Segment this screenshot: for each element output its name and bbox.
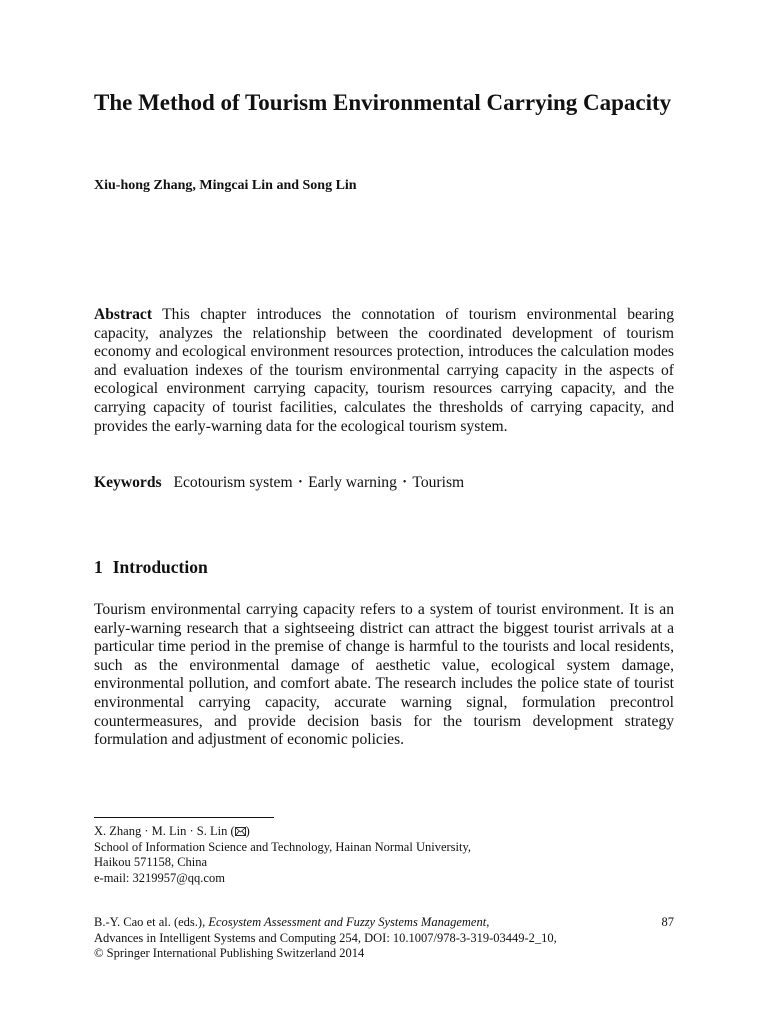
citation-series: Advances in Intelligent Systems and Computing 254, DOI: 10.1007/978-3-319-03449-2_10, — [94, 930, 557, 945]
affiliation-institution: School of Information Science and Technology, Hainan Normal University, — [94, 839, 472, 854]
citation-line-1: B.-Y. Cao et al. (eds.), Ecosystem Assessment and Fuzzy Systems Management, — [94, 915, 490, 929]
affiliation-authors-line: X. Zhang · M. Lin · S. Lin ( ) — [94, 824, 250, 838]
abstract-label: Abstract — [94, 306, 153, 323]
keywords-line — [94, 474, 464, 493]
section-number: 1 — [94, 557, 103, 577]
keyword-item: Tourism — [412, 474, 465, 491]
affiliation-email: e-mail: 3219957@qq.com — [94, 870, 225, 885]
affiliation-location: Haikou 571158, China — [94, 855, 208, 869]
citation-editors: B.-Y. Cao et al. (eds.), — [94, 915, 206, 929]
section-heading — [94, 557, 208, 578]
affiliation-authors: X. Zhang · M. Lin · S. Lin — [94, 824, 228, 838]
abstract-text: This chapter introduces the connotation of tourism environmental bearing capacity, analyzes the relationship between the coordinated development of tourism economy and ecological environment resources protection, introduces the calculation modes and evaluation indexes of the tourism environmental carrying capacity in the aspects of ecological environment carrying capacity, tourism resources carrying capacity, and the carrying capacity of tourist facilities, calculates the thresholds of carrying capacity, and provides the early-warning data for the ecological tourism system. — [94, 306, 675, 435]
envelope-icon — [235, 827, 246, 836]
keyword-separator: • — [402, 477, 407, 489]
citation-block — [94, 915, 674, 962]
citation-copyright: © Springer International Publishing Switzerland 2014 — [94, 946, 365, 960]
page-number: 87 — [661, 915, 674, 929]
keyword-item: Ecotourism system — [173, 474, 293, 491]
introduction-paragraph: Tourism environmental carrying capacity refers to a system of tourist environment. It is an early-warning research that a sightseeing district can attract the biggest tourist arrivals at a particular time period in the premise of change is harmful to the tourists and local residents, such as the environmental damage of aesthetic value, ecological system damage, environmental pollution, and comfort abate. The research includes the police state of tourist environmental carrying capacity, accurate warning signal, formulation precontrol countermeasures, and provide decision basis for the tourism development strategy formulation and adjustment of economic policies. — [94, 601, 674, 749]
citation-book-title: Ecosystem Assessment and Fuzzy Systems Management — [208, 915, 487, 929]
section-title: Introduction — [112, 557, 208, 577]
paper-title: The Method of Tourism Environmental Carrying Capacity — [94, 90, 672, 115]
footnote-divider — [94, 817, 274, 818]
keywords-label: Keywords — [94, 474, 162, 491]
abstract-block — [94, 306, 674, 436]
keyword-separator: • — [298, 477, 303, 489]
author-affiliation — [94, 824, 694, 886]
author-list: Xiu-hong Zhang, Mingcai Lin and Song Lin — [94, 178, 357, 193]
keyword-item: Early warning — [308, 474, 397, 491]
